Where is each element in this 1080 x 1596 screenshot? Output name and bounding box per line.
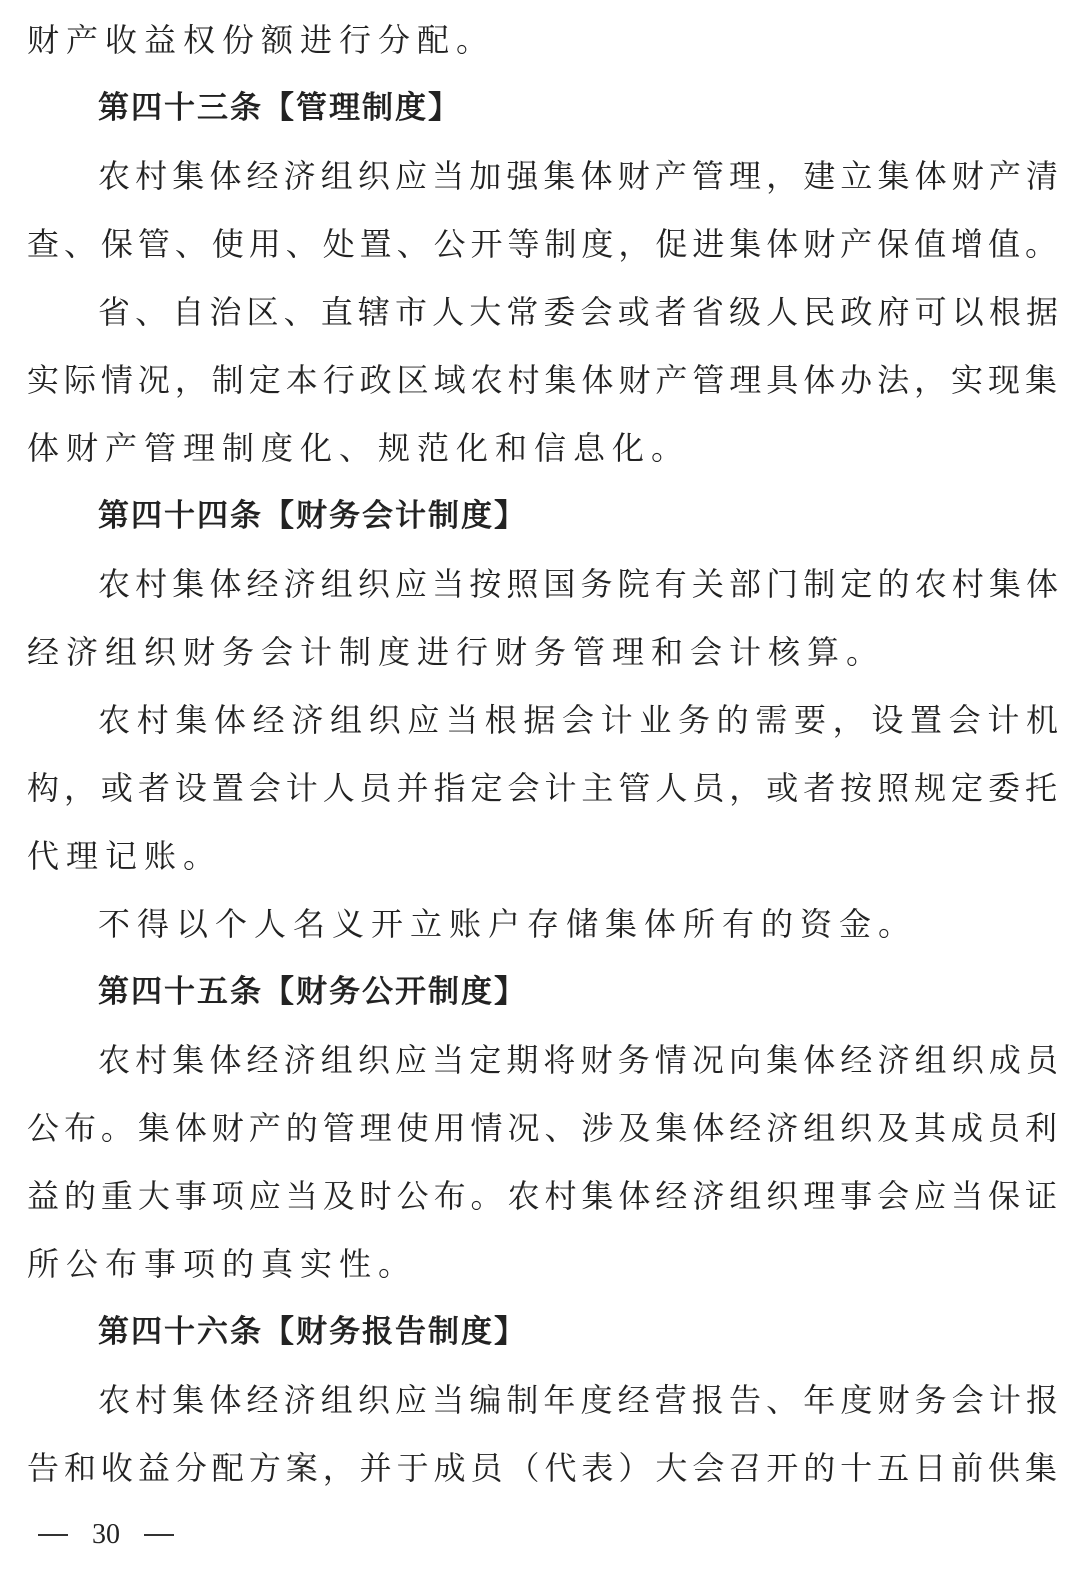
- text-line: 体财产管理制度化、规范化和信息化。: [27, 429, 691, 467]
- article-heading: 第四十五条【财务公开制度】: [98, 974, 527, 1010]
- text-line: 代理记账。: [27, 837, 223, 875]
- text-line: 告和收益分配方案，并于成员（代表）大会召开的十五日前供集: [27, 1449, 1057, 1487]
- article-heading: 第四十六条【财务报告制度】: [98, 1314, 527, 1350]
- text-line: 省、自治区、直辖市人大常委会或者省级人民政府可以根据: [98, 293, 1058, 331]
- text-line: 构，或者设置会计人员并指定会计主管人员，或者按照规定委托: [27, 769, 1057, 807]
- article-heading: 第四十四条【财务会计制度】: [98, 498, 527, 534]
- text-line: 公布。集体财产的管理使用情况、涉及集体经济组织及其成员利: [27, 1109, 1057, 1147]
- page-number: 30: [92, 1519, 120, 1550]
- page-footer: [38, 1515, 174, 1555]
- article-heading: 第四十三条【管理制度】: [98, 90, 461, 126]
- text-line: 农村集体经济组织应当根据会计业务的需要，设置会计机: [98, 701, 1058, 739]
- text-line: 益的重大事项应当及时公布。农村集体经济组织理事会应当保证: [27, 1177, 1057, 1215]
- text-line: 经济组织财务会计制度进行财务管理和会计核算。: [27, 633, 886, 671]
- text-line: 查、保管、使用、处置、公开等制度，促进集体财产保值增值。: [27, 225, 1057, 263]
- footer-dash-left: [38, 1534, 68, 1536]
- text-line: 所公布事项的真实性。: [27, 1245, 418, 1283]
- text-line: 实际情况，制定本行政区域农村集体财产管理具体办法，实现集: [27, 361, 1057, 399]
- text-line: 不得以个人名义开立账户存储集体所有的资金。: [98, 905, 918, 943]
- footer-dash-right: [144, 1534, 174, 1536]
- text-line: 财产收益权份额进行分配。: [27, 21, 496, 59]
- text-line: 农村集体经济组织应当加强集体财产管理，建立集体财产清: [98, 157, 1058, 195]
- text-line: 农村集体经济组织应当定期将财务情况向集体经济组织成员: [98, 1041, 1058, 1079]
- text-line: 农村集体经济组织应当编制年度经营报告、年度财务会计报: [98, 1381, 1058, 1419]
- text-line: 农村集体经济组织应当按照国务院有关部门制定的农村集体: [98, 565, 1058, 603]
